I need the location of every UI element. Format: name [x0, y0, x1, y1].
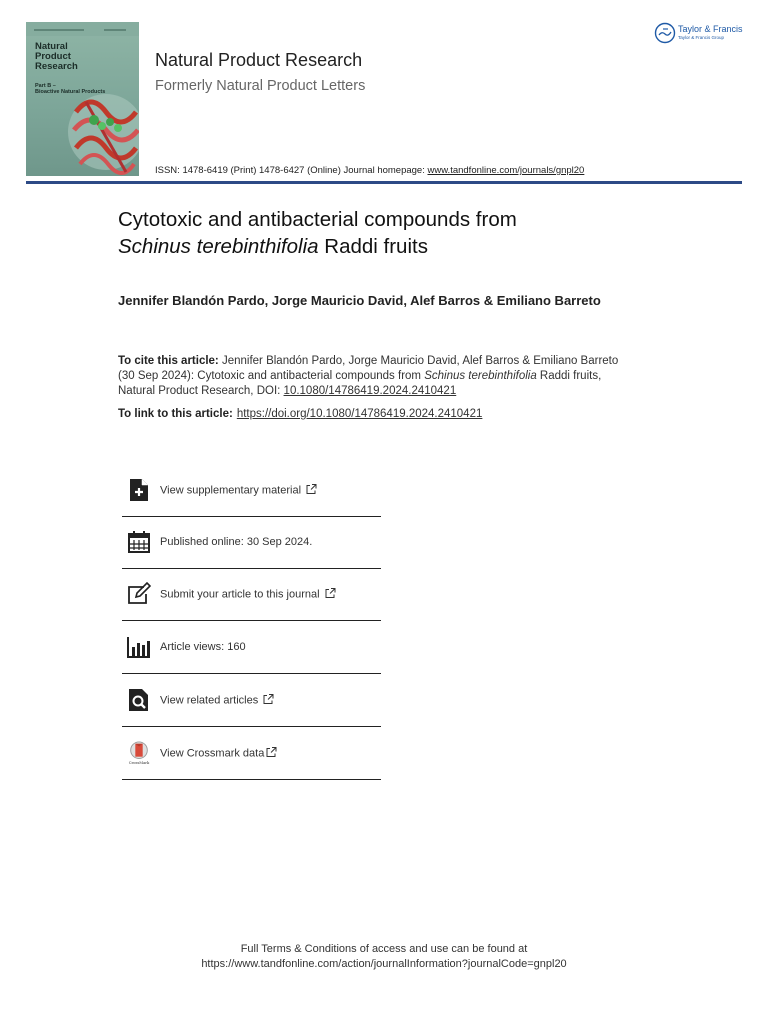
calendar-icon	[127, 530, 151, 554]
cover-subtitle-line: Bioactive Natural Products	[35, 89, 106, 95]
published-online-label: Published online: 30 Sep 2024.	[160, 536, 313, 548]
crossmark-label	[160, 747, 277, 760]
publisher-name: Taylor & Francis	[678, 24, 743, 34]
cover-protein-illustration	[66, 82, 139, 176]
cite-doi-link[interactable]: 10.1080/14786419.2024.2410421	[283, 385, 457, 397]
supplementary-material-action[interactable]	[122, 464, 381, 517]
related-articles-text: View related articles	[160, 694, 259, 707]
cite-text: Raddi fruits, Natural Product Research, DOI:	[118, 370, 602, 397]
cover-title-line: Product	[35, 51, 71, 62]
related-articles-label	[160, 694, 274, 707]
cover-header-mark	[104, 29, 126, 31]
authors: Jennifer Blandón Pardo, Jorge Mauricio David, Alef Barros & Emiliano Barreto	[118, 293, 601, 308]
article-link-line	[118, 408, 638, 420]
article-title-rest: Raddi fruits	[318, 235, 428, 258]
external-link-icon	[266, 747, 277, 758]
header-divider	[26, 181, 742, 184]
crossmark-action[interactable]	[122, 727, 381, 780]
published-online-item	[122, 516, 381, 569]
article-title-species: Schinus terebinthifolia	[118, 235, 319, 258]
cite-text: Jennifer Blandón Pardo, Jorge Mauricio David, Alef Barros & Emiliano Barreto (30 Sep 2024): Cytotoxic and antibacterial compounds from	[118, 355, 619, 382]
journal-homepage-link[interactable]: www.tandfonline.com/journals/gnpl20	[427, 165, 585, 176]
external-link-icon	[263, 694, 274, 705]
publisher-logo-icon	[654, 22, 676, 44]
cover-header-mark	[34, 29, 84, 31]
issn-text: ISSN: 1478-6419 (Print) 1478-6427 (Online) Journal homepage:	[155, 165, 428, 176]
link-label: To link to this article:	[118, 408, 233, 420]
journal-cover	[26, 22, 139, 176]
supplementary-material-label	[160, 484, 317, 497]
cover-title-line: Natural	[35, 41, 68, 52]
cover-title	[35, 42, 105, 72]
related-articles-action[interactable]	[122, 674, 381, 727]
submit-article-label	[160, 588, 336, 601]
article-views-item	[122, 620, 381, 674]
article-doi-link[interactable]: https://doi.org/10.1080/14786419.2024.2410421	[236, 408, 483, 420]
terms-footer-line: Full Terms & Conditions of access and use can be found at	[240, 943, 528, 955]
article-views-label: Article views: 160	[160, 641, 246, 653]
submit-article-text: Submit your article to this journal	[160, 588, 320, 601]
crossmark-icon	[127, 741, 151, 765]
journal-title: Natural Product Research	[155, 50, 363, 70]
article-title	[118, 206, 678, 260]
bar-chart-icon	[127, 635, 151, 659]
issn-line	[155, 165, 584, 176]
citation	[118, 354, 638, 399]
external-link-icon	[325, 588, 336, 599]
add-file-icon	[127, 478, 151, 502]
publisher-logo[interactable]	[654, 22, 754, 46]
submit-article-action[interactable]	[122, 568, 381, 621]
search-document-icon	[127, 688, 151, 712]
supplementary-material-text: View supplementary material	[160, 484, 302, 497]
article-title-line2	[118, 233, 678, 260]
crossmark-icon-text: CrossMark	[128, 761, 150, 765]
journal-subtitle: Formerly Natural Product Letters	[155, 78, 366, 94]
edit-icon	[127, 582, 151, 606]
cite-label: To cite this article:	[118, 355, 219, 367]
cover-subtitle-line: Part B –	[35, 83, 56, 89]
publisher-group: Taylor & Francis Group	[678, 35, 725, 40]
article-title-line1: Cytotoxic and antibacterial compounds from	[118, 208, 517, 231]
cite-species: Schinus terebinthifolia	[424, 370, 537, 382]
external-link-icon	[306, 484, 317, 495]
cover-title-line: Research	[35, 61, 78, 72]
terms-footer-url[interactable]: https://www.tandfonline.com/action/journalInformation?journalCode=gnpl20	[201, 958, 567, 970]
crossmark-text: View Crossmark data	[160, 747, 265, 760]
